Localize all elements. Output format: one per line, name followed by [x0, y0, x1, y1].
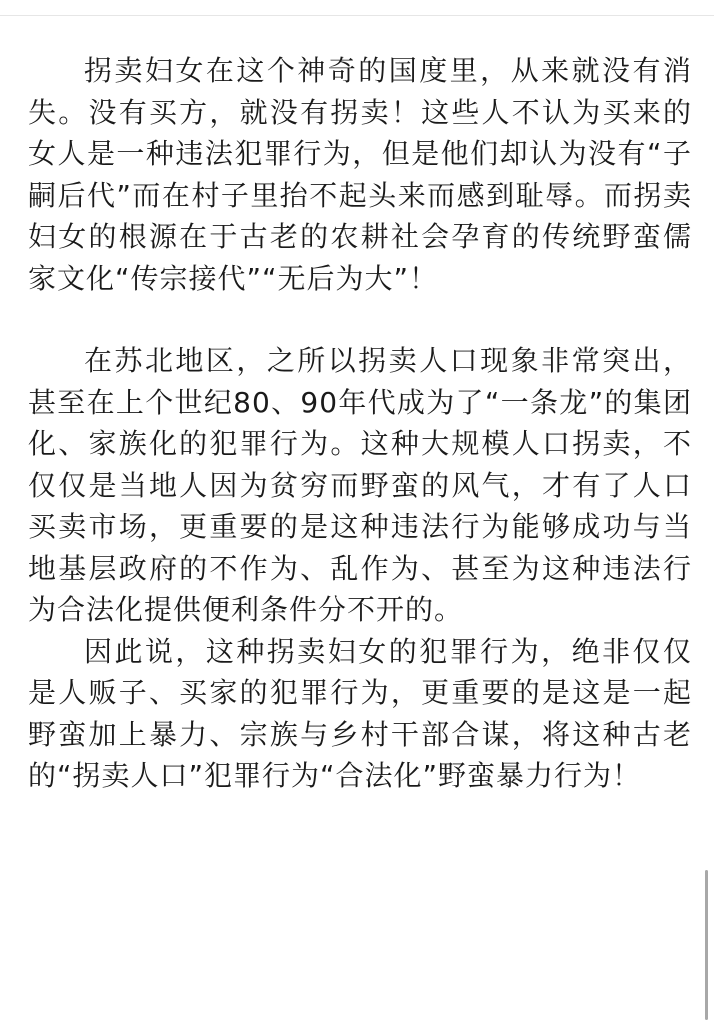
scrollbar[interactable]	[705, 870, 708, 1020]
paragraph-2: 在苏北地区，之所以拐卖人口现象非常突出，甚至在上个世纪80、90年代成为了“一条龙”的集团化、家族化的犯罪行为。这种大规模人口拐卖，不仅仅是当地人因为贫穷而野蛮的风气，才有了人口买卖市场，更重要的是这种违法行为能够成功与当地基层政府的不作为、乱作为、甚至为这种违法行为合法化提供便利条件分不开的。	[28, 344, 692, 626]
paragraph-3: 因此说，这种拐卖妇女的犯罪行为，绝非仅仅是人贩子、买家的犯罪行为，更重要的是这是一起野蛮加上暴力、宗族与乡村干部合谋，将这种古老的“拐卖人口”犯罪行为“合法化”野蛮暴力行为！	[28, 634, 692, 792]
paragraph-1: 拐卖妇女在这个神奇的国度里，从来就没有消失。没有买方，就没有拐卖！这些人不认为买来的女人是一种违法犯罪行为，但是他们却认为没有“子嗣后代”而在村子里抬不起头来而感到耻辱。而拐卖妇女的根源在于古老的农耕社会孕育的传统野蛮儒家文化“传宗接代”“无后为大”！	[28, 54, 692, 295]
article-body	[28, 50, 692, 797]
top-divider	[0, 15, 714, 16]
